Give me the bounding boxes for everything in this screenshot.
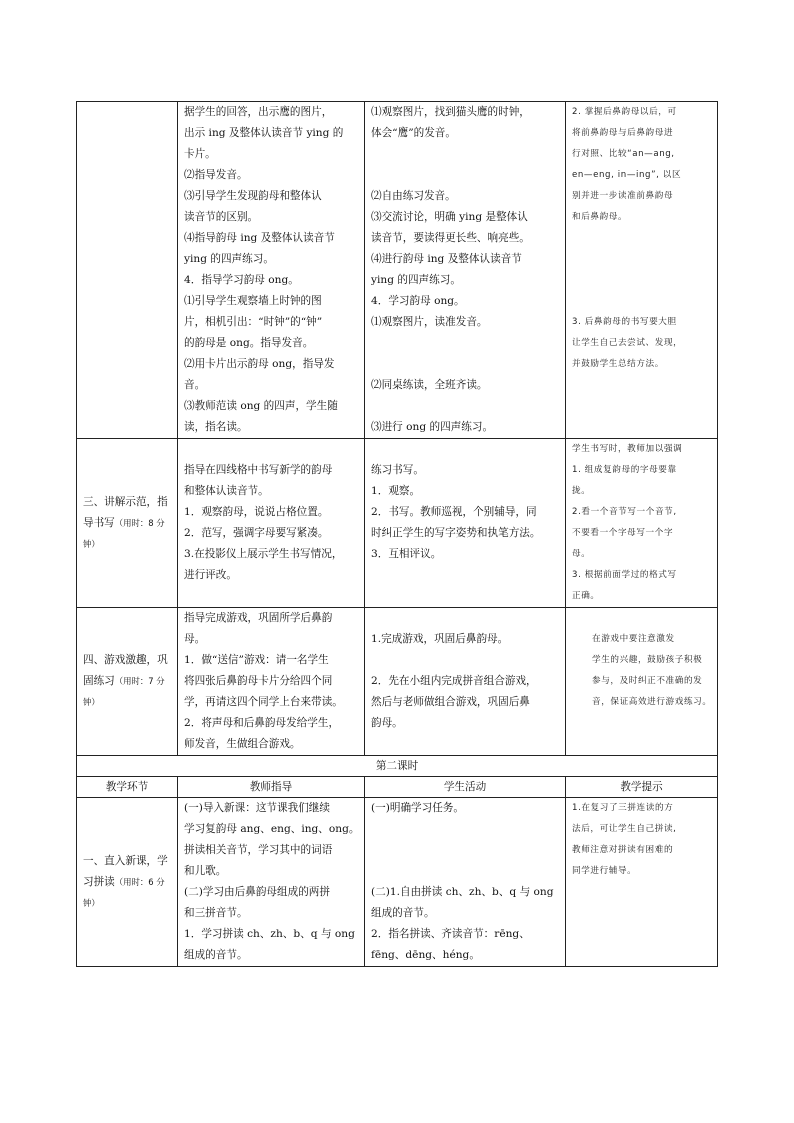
text-line xyxy=(371,144,560,165)
table-row xyxy=(77,439,718,608)
text-line: 别并进一步读准前鼻韵母 xyxy=(572,191,674,201)
text-line: 3.在投影仪上展示学生书写情况， xyxy=(184,548,343,560)
text-line: 2．范写，强调字母要写紧凑。 xyxy=(184,527,329,539)
text-line: 4．学习韵母 ong。 xyxy=(371,295,465,307)
text-line: 法后，可让学生自己拼读, xyxy=(572,824,677,834)
text-line: 不要看一个字母写一个字 xyxy=(572,528,674,538)
text-line: 卡片。 xyxy=(184,148,216,160)
text-line: 并鼓励学生总结方法。 xyxy=(572,359,664,369)
text-line: 2.看一个音节写一个音节, xyxy=(572,507,677,517)
text-line: 和后鼻韵母。 xyxy=(572,212,628,222)
table-row xyxy=(77,102,718,439)
text-line: 1．观察。 xyxy=(371,485,421,497)
text-line: 1.在复习了三拼连读的方 xyxy=(572,803,674,813)
stage-cell xyxy=(77,102,178,439)
text-line: 指导完成游戏，巩固所学后鼻韵 xyxy=(184,612,333,624)
text-line xyxy=(184,439,359,460)
header-student: 学生活动 xyxy=(365,777,566,798)
text-line: 教师注意对拼读有困难的 xyxy=(572,845,674,855)
tips-cell xyxy=(566,102,718,439)
text-line: ⑵指导发音。 xyxy=(184,169,248,181)
text-line: 时纠正学生的写字姿势和执笔方法。 xyxy=(371,527,541,539)
text-line: ⑷指导韵母 ing 及整体认读音节 xyxy=(184,232,335,244)
stage-cell xyxy=(77,608,178,756)
text-line xyxy=(371,396,560,417)
text-line: 韵母。 xyxy=(371,717,403,729)
header-row xyxy=(77,777,718,798)
text-line: 让学生自己去尝试、发现， xyxy=(572,338,683,348)
header-tips: 教学提示 xyxy=(566,777,718,798)
text-line: 体会“鹰”的发音。 xyxy=(371,127,456,139)
teacher-cell xyxy=(178,439,365,608)
student-cell xyxy=(365,798,566,967)
text-line xyxy=(371,439,560,460)
text-line: 读音节，要读得更长些、响亮些。 xyxy=(371,232,530,244)
text-line: 学生书写时，教师加以强调 xyxy=(572,444,683,454)
text-line: ying 的四声练习。 xyxy=(371,274,461,286)
teacher-text xyxy=(178,102,364,438)
text-line: 进行评改。 xyxy=(184,569,237,581)
student-text xyxy=(365,608,565,734)
tips-text xyxy=(566,798,717,882)
text-line: fēng、dēng、héng。 xyxy=(371,949,480,961)
text-line: (二)1.自由拼读 ch、zh、b、q 与 ong xyxy=(371,886,554,898)
text-line: en—eng, in—ing”, 以区 xyxy=(572,170,682,180)
text-line xyxy=(572,291,712,312)
text-line: ⑵自由练习发音。 xyxy=(371,190,456,202)
text-line xyxy=(371,840,560,861)
student-cell xyxy=(365,102,566,439)
text-line: 参与，及时纠正不准确的发 xyxy=(592,676,703,686)
text-line: 母。 xyxy=(572,549,591,559)
text-line: ⑴观察图片，找到猫头鹰的时钟， xyxy=(371,106,530,118)
text-line: 1．做“送信”游戏：请一名学生 xyxy=(184,654,329,666)
text-line: 和儿歌。 xyxy=(184,865,227,877)
text-line xyxy=(371,354,560,375)
text-line: 拼读相关音节，学习其中的词语 xyxy=(184,844,333,856)
text-line: 将四张后鼻韵母卡片分给四个同 xyxy=(184,675,333,687)
text-line: ⑶交流讨论，明确 ying 是整体认 xyxy=(371,211,528,223)
text-line: 4．指导学习韵母 ong。 xyxy=(184,274,299,286)
text-line: 母。 xyxy=(184,633,206,645)
text-line: 音，保证高效进行游戏练习。 xyxy=(592,697,712,707)
text-line: 3．互相评议。 xyxy=(371,548,442,560)
text-line xyxy=(572,249,712,270)
text-line: 2. 掌握后鼻韵母以后，可 xyxy=(572,107,677,117)
text-line xyxy=(371,861,560,882)
stage-time: （用时：8 分钟） xyxy=(83,517,165,549)
text-line: 1. 组成复韵母的字母要靠 xyxy=(572,465,677,475)
text-line: 然后与老师做组合游戏，巩固后鼻 xyxy=(371,696,530,708)
text-line: 片，相机引出：“时钟”的“钟” xyxy=(184,316,323,328)
text-line: 1．学习拼读 ch、zh、b、q 与 ong xyxy=(184,928,355,940)
teacher-cell xyxy=(178,608,365,756)
text-line xyxy=(371,650,560,671)
text-line: 学习复韵母 ang、eng、ing、ong。 xyxy=(184,823,360,835)
text-line: 读，指名读。 xyxy=(184,421,248,433)
teacher-text xyxy=(178,798,364,966)
text-line: ⑶进行 ong 的四声练习。 xyxy=(371,421,494,433)
text-line xyxy=(371,819,560,840)
text-line: ⑶教师范读 ong 的四声，学生随 xyxy=(184,400,338,412)
text-line xyxy=(572,608,712,629)
text-line xyxy=(572,270,712,291)
text-line: 同学进行辅导。 xyxy=(572,866,637,876)
student-text xyxy=(365,798,565,966)
tips-text xyxy=(566,608,717,713)
text-line: (二)学习由后鼻韵母组成的两拼 xyxy=(184,886,330,898)
text-line: 2．先在小组内完成拼音组合游戏， xyxy=(371,675,537,687)
text-line: 音。 xyxy=(184,379,206,391)
text-line: 师发音，生做组合游戏。 xyxy=(184,738,301,750)
text-line: ⑵用卡片出示韵母 ong，指导发 xyxy=(184,358,335,370)
tips-text xyxy=(566,102,717,375)
text-line: 2．书写。教师巡视，个别辅导，同 xyxy=(371,506,537,518)
lesson-plan-table xyxy=(76,101,718,967)
text-line: ⑷进行韵母 ing 及整体认读音节 xyxy=(371,253,522,265)
text-line: 和整体认读音节。 xyxy=(184,485,269,497)
text-line: 学生的兴趣，鼓励孩子积极 xyxy=(592,655,703,665)
stage-label xyxy=(77,650,177,713)
student-text xyxy=(365,102,565,438)
text-line: 在游戏中要注意激发 xyxy=(592,634,675,644)
stage-title: 一、直入新课，学习拼读 xyxy=(83,854,168,888)
text-line: 和三拼音节。 xyxy=(184,907,248,919)
teacher-text xyxy=(178,608,364,755)
text-line: 学，再请这四个同学上台来带读。 xyxy=(184,696,343,708)
text-line xyxy=(371,608,560,629)
teacher-cell xyxy=(178,102,365,439)
text-line: ⑴观察图片，读准发音。 xyxy=(371,316,488,328)
text-line: 指导在四线格中书写新学的韵母 xyxy=(184,464,333,476)
text-line: 拢。 xyxy=(572,486,591,496)
tips-cell xyxy=(566,439,718,608)
text-line: 出示 ing 及整体认读音节 ying 的 xyxy=(184,127,344,139)
header-teacher: 教师指导 xyxy=(178,777,365,798)
text-line: 3. 后鼻韵母的书写要大胆 xyxy=(572,317,677,327)
text-line: 组成的音节。 xyxy=(371,907,435,919)
stage-label xyxy=(77,492,177,555)
tips-text xyxy=(566,439,717,607)
student-text xyxy=(365,439,565,565)
stage-label xyxy=(77,851,177,914)
section-row xyxy=(77,756,718,777)
text-line: 3. 根据前面学过的格式写 xyxy=(572,570,677,580)
stage-cell xyxy=(77,439,178,608)
text-line: 1.完成游戏，巩固后鼻韵母。 xyxy=(371,633,509,645)
student-cell xyxy=(365,608,566,756)
text-line xyxy=(572,228,712,249)
table-row xyxy=(77,608,718,756)
stage-time: （用时：7 分钟） xyxy=(83,676,165,707)
section-title: 第二课时 xyxy=(77,756,718,777)
text-line: ying 的四声练习。 xyxy=(184,253,274,265)
stage-time: （用时：6 分钟） xyxy=(83,876,165,908)
student-cell xyxy=(365,439,566,608)
text-line: 正确。 xyxy=(572,591,600,601)
text-line: ⑵同桌练读，全班齐读。 xyxy=(371,379,488,391)
text-line: 1．观察韵母，说说占格位置。 xyxy=(184,506,329,518)
table-row xyxy=(77,798,718,967)
text-line: ⑶引导学生发现韵母和整体认 xyxy=(184,190,322,202)
text-line: 2．将声母和后鼻韵母发给学生， xyxy=(184,717,340,729)
text-line xyxy=(371,333,560,354)
text-line: 练习书写。 xyxy=(371,464,424,476)
tips-cell xyxy=(566,608,718,756)
text-line: ⑴引导学生观察墙上时钟的图 xyxy=(184,295,322,307)
text-line: 据学生的回答，出示鹰的图片， xyxy=(184,106,333,118)
teacher-cell xyxy=(178,798,365,967)
text-line: (一)导入新课：这节课我们继续 xyxy=(184,802,330,814)
header-stage: 教学环节 xyxy=(77,777,178,798)
stage-title: 四、游戏激趣，巩固练习 xyxy=(83,654,168,687)
text-line: 2．指名拼读、齐读音节：rēng、 xyxy=(371,928,530,940)
text-line: (一)明确学习任务。 xyxy=(371,802,465,814)
text-line: 的韵母是 ong。指导发音。 xyxy=(184,337,314,349)
stage-cell xyxy=(77,798,178,967)
text-line: 将前鼻韵母与后鼻韵母进 xyxy=(572,128,674,138)
stage-title: 三、讲解示范，指导书写 xyxy=(83,495,168,529)
teacher-text xyxy=(178,439,364,586)
text-line xyxy=(371,165,560,186)
tips-cell xyxy=(566,798,718,967)
text-line: 读音节的区别。 xyxy=(184,211,259,223)
text-line: 行对照、比较“an—ang, xyxy=(572,149,675,159)
text-line: 组成的音节。 xyxy=(184,949,248,961)
